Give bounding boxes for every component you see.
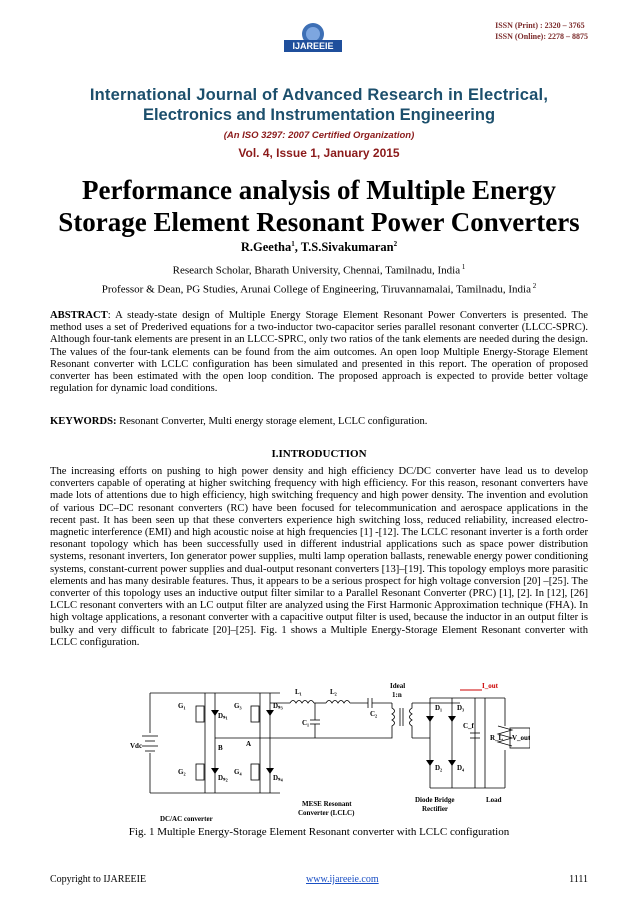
journal-title-line1: International Journal of Advanced Research in Electrical, <box>89 86 549 104</box>
affiliation2-text: Professor & Dean, PG Studies, Arunai College of Engineering, Tiruvannamalai, Tamilnadu, India <box>101 283 531 296</box>
label-c2: C₂ <box>370 710 378 718</box>
label-l1: L₁ <box>295 688 302 696</box>
journal-logo <box>276 20 350 60</box>
author1-sup: 1 <box>291 240 295 248</box>
label-l2: L₂ <box>330 688 337 696</box>
abstract-label: ABSTRACT <box>50 310 108 321</box>
label-mese2: Converter (LCLC) <box>298 809 355 817</box>
label-bridge2: Rectifier <box>422 805 449 813</box>
authors <box>0 240 638 255</box>
label-ds1: Dₛ₁ <box>218 712 228 720</box>
label-cf: C_f <box>463 722 474 730</box>
label-ds4: Dₛ₄ <box>273 774 283 782</box>
keywords-text: Resonant Converter, Multi energy storage element, LCLC configuration. <box>116 416 428 427</box>
label-d4: D₄ <box>457 764 465 772</box>
affiliation2 <box>0 282 638 296</box>
keywords-label: KEYWORDS: <box>50 416 117 427</box>
label-g2: G₂ <box>178 768 186 776</box>
footer-copyright: Copyright to IJAREEIE <box>50 874 147 885</box>
label-mese1: MESE Resonant <box>302 800 352 808</box>
issn-block <box>495 20 588 42</box>
title-line1: Performance analysis of Multiple Energy <box>82 175 556 205</box>
label-node-a: A <box>246 740 252 748</box>
label-load: Load <box>486 796 502 804</box>
author1: R.Geetha <box>240 240 292 255</box>
label-d1: D₁ <box>435 704 443 712</box>
affiliation2-sup: 2 <box>530 282 537 290</box>
intro-heading: I.INTRODUCTION <box>271 448 367 460</box>
issn-print: ISSN (Print) : 2320 – 3765 <box>495 21 585 30</box>
figure-caption: Fig. 1 Multiple Energy-Storage Element Resonant converter with LCLC configuration <box>128 826 510 838</box>
author2: , T.S.Sivakumaran <box>294 240 394 255</box>
title-line2: Storage Element Resonant Power Converters <box>58 207 580 237</box>
label-d3: D₃ <box>457 704 465 712</box>
affiliation1-sup: 1 <box>460 263 466 271</box>
label-rl: R_L <box>490 734 504 742</box>
footer-website-link[interactable]: www.ijareeie.com <box>306 874 379 885</box>
volume-issue: Vol. 4, Issue 1, January 2015 <box>238 146 400 160</box>
affiliation1 <box>0 263 638 277</box>
label-g4: G₄ <box>234 768 242 776</box>
logo-text: IJAREEIE <box>292 41 334 51</box>
label-g3: G₃ <box>234 702 242 710</box>
keywords <box>50 416 588 428</box>
label-c1: C₁ <box>302 719 310 727</box>
circuit-diagram <box>130 678 530 823</box>
label-vdc: Vdc <box>130 742 143 750</box>
certification: (An ISO 3297: 2007 Certified Organization) <box>223 130 415 141</box>
label-ratio: 1:n <box>392 691 402 699</box>
label-iout: I_out <box>482 682 498 690</box>
label-vout: V_out <box>512 734 530 742</box>
label-bridge1: Diode Bridge <box>415 796 455 804</box>
label-ds3: Dₛ₃ <box>273 702 283 710</box>
page-number: 1111 <box>569 874 588 885</box>
affiliation1-text: Research Scholar, Bharath University, Chennai, Tamilnadu, India <box>172 264 461 277</box>
intro-text: The increasing efforts on pushing to high power density and high efficiency DC/DC converter have lead us to develop converters capable of operating at higher switching frequency with high efficiency. For this reason, resonant converters have made lots of attentions due to high efficiency, high switching frequency and high power density. The invention and evolution of various DC–DC resonant converters (RC) have been focused for telecommunication and aerospace applications in the recent past. It has been seen up that these converters experience high switching loss, reduced reliability, increased electro-magnetic interference (EMI) and high acoustic noise at high frequencies [1] -[12]. The LCLC resonant inverter is a forth order resonant topology which has been successfully used in different industrial applications such as space power distribution systems, resonant inverters, Ion generator power supplies, multi lamp operation ballasts, renewable energy power conditioning systems, constant-current power supplies and dual-output resonant converters [13]–[19]. This topology employs more parasitic elements and has many desirable features. Thus, it appears to be a serious prospect for high voltage conversion [20] –[25]. The converter of this topology uses an inductive output filter similar to a Parallel Resonant Converter (PRC) [1], [2]. In [12], [26] LCLC resonant converters with an LC output filter are analyzed using the First Harmonic Approximation technique (FHA). In high voltage applications, a resonant converter with a capacitive output filter is used, because the inductor in an output filter is bulky and very difficult to fabricate [20]–[25]. Fig. 1 shows a Multiple Energy-Storage Element Resonant converter with LCLC configuration. <box>50 466 588 648</box>
paper-title <box>0 174 638 238</box>
label-node-b: B <box>218 744 223 752</box>
abstract <box>50 310 588 395</box>
label-g1: G₁ <box>178 702 186 710</box>
issn-online: ISSN (Online): 2278 – 8875 <box>495 32 588 41</box>
label-ideal: Ideal <box>390 682 406 690</box>
label-d2: D₂ <box>435 764 443 772</box>
author2-sup: 2 <box>393 240 398 248</box>
abstract-text: : A steady-state design of Multiple Energy Storage Element Resonant Power Converters is presented. The method uses a set of Prederived equations for a two-inductor two-capacitor series parallel resonant converter (LLCC-SPRC). Although four-tank elements are present in an LLCC-SPRC, only two ratios of the tank elements are needed during the design. The values of the four-tank elements can be found from the aim outcomes. An open loop Multiple Energy-Storage Element Resonant converter with LCLC configuration has been simulated and presented in this report. The operation of proposed converter has been estimated with the open loop condition. The proposed approach is expected to provide better voltage regulation for dynamic load conditions. <box>50 310 588 395</box>
label-ds2: Dₛ₂ <box>218 774 228 782</box>
journal-title-line2: Electronics and Instrumentation Engineering <box>142 106 496 124</box>
label-dcac: DC/AC converter <box>160 815 213 823</box>
